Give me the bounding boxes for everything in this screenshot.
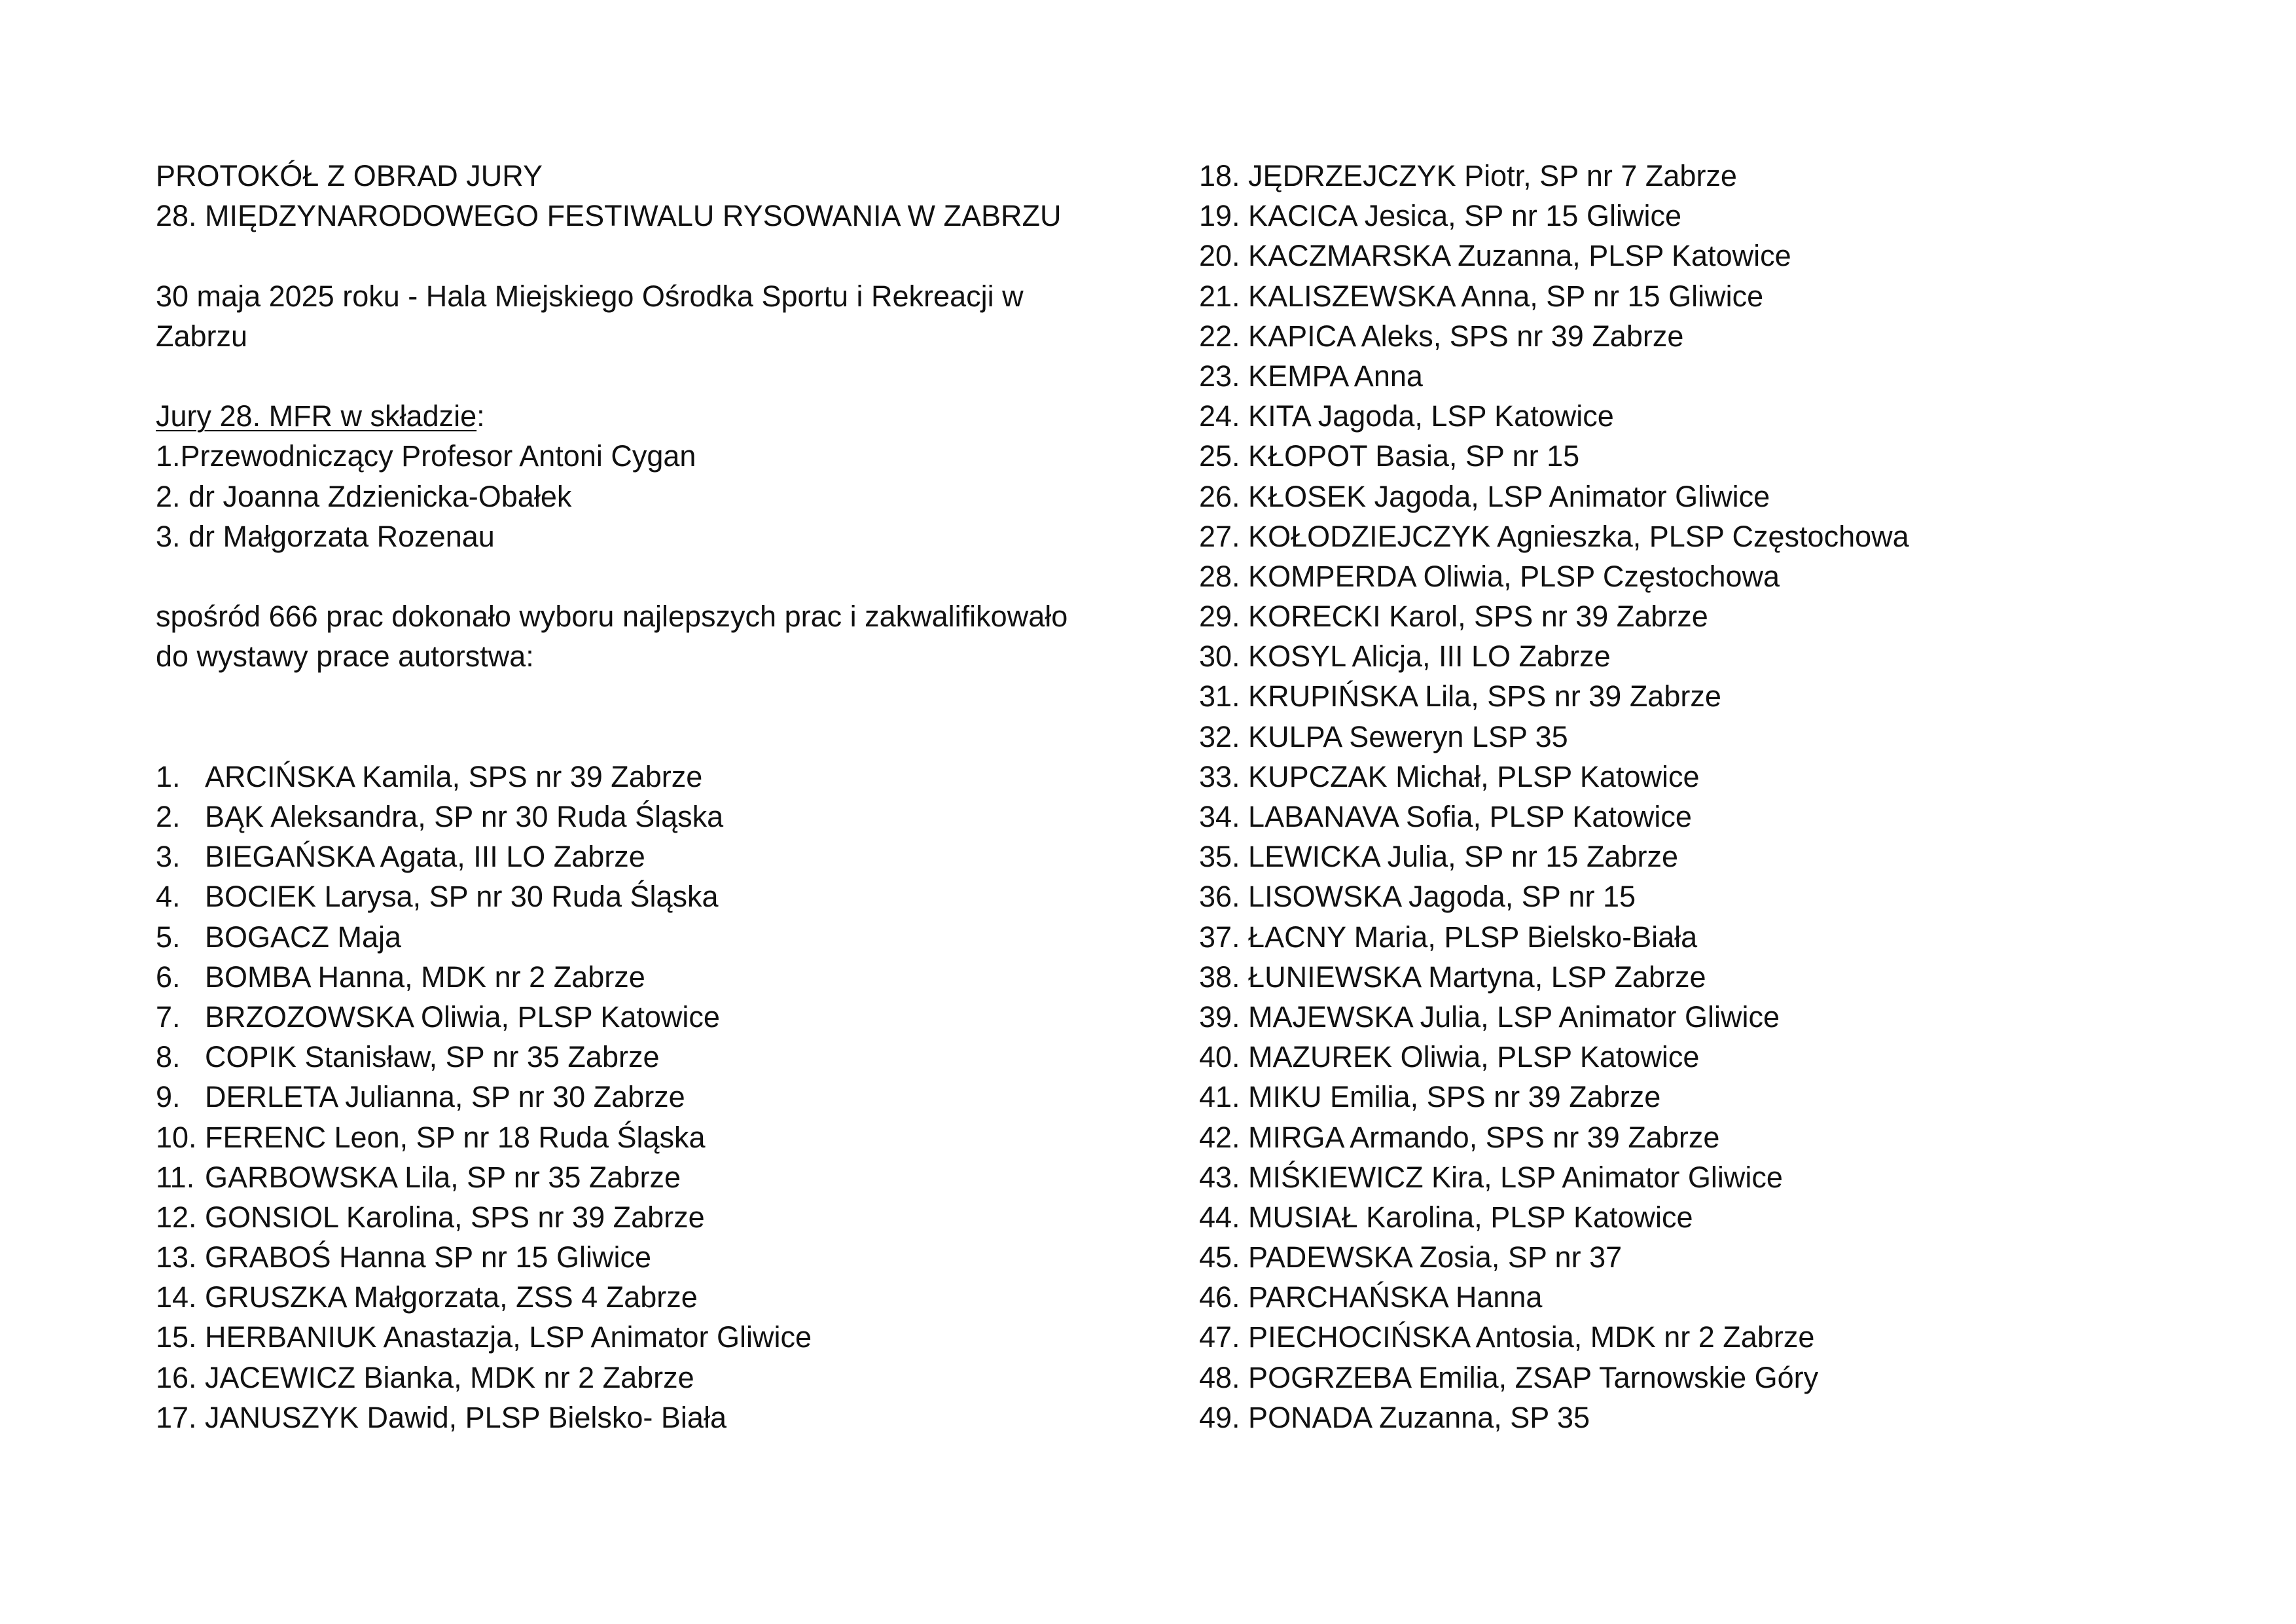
list-item-number: 2. bbox=[156, 800, 181, 834]
list-item-text: BĄK Aleksandra, SP nr 30 Ruda Śląska bbox=[205, 800, 724, 834]
list-item-text: HERBANIUK Anastazja, LSP Animator Gliwice bbox=[205, 1320, 812, 1354]
list-item: 19. KACICA Jesica, SP nr 15 Gliwice bbox=[1199, 199, 1681, 233]
list-item-text: ARCIŃSKA Kamila, SPS nr 39 Zabrze bbox=[205, 759, 703, 793]
list-item bbox=[156, 1037, 1098, 1077]
jury-heading-colon: : bbox=[476, 399, 485, 433]
list-item: 49. PONADA Zuzanna, SP 35 bbox=[1199, 1400, 1590, 1434]
list-item: 24. KITA Jagoda, LSP Katowice bbox=[1199, 399, 1614, 433]
list-item: 34. LABANAVA Sofia, PLSP Katowice bbox=[1199, 800, 1692, 833]
list-item bbox=[156, 1277, 1098, 1317]
spacer bbox=[156, 556, 1098, 596]
title-line-1: PROTOKÓŁ Z OBRAD JURY bbox=[156, 159, 543, 192]
list-item: 26. KŁOSEK Jagoda, LSP Animator Gliwice bbox=[1199, 479, 1770, 513]
list-item bbox=[156, 1317, 1098, 1357]
date-place-line-2: Zabrzu bbox=[156, 319, 248, 353]
list-item-text: BRZOZOWSKA Oliwia, PLSP Katowice bbox=[205, 1000, 720, 1034]
list-item-text: BIEGAŃSKA Agata, III LO Zabrze bbox=[205, 840, 645, 874]
list-item bbox=[156, 757, 1098, 797]
spacer bbox=[156, 676, 1098, 756]
list-item: 21. KALISZEWSKA Anna, SP nr 15 Gliwice bbox=[1199, 279, 1764, 313]
list-item-text: GRUSZKA Małgorzata, ZSS 4 Zabrze bbox=[205, 1280, 698, 1314]
list-item bbox=[156, 876, 1098, 916]
list-item-number: 7. bbox=[156, 1000, 181, 1034]
list-item-number: 3. bbox=[156, 840, 181, 874]
list-item: 38. ŁUNIEWSKA Martyna, LSP Zabrze bbox=[1199, 960, 1706, 994]
list-item: 41. MIKU Emilia, SPS nr 39 Zabrze bbox=[1199, 1080, 1661, 1114]
list-item-number: 16. bbox=[156, 1360, 197, 1394]
list-item bbox=[156, 1117, 1098, 1157]
list-item: 45. PADEWSKA Zosia, SP nr 37 bbox=[1199, 1240, 1623, 1274]
jury-heading bbox=[156, 396, 1098, 436]
date-place-line-1: 30 maja 2025 roku - Hala Miejskiego Ośrodka Sportu i Rekreacji w bbox=[156, 279, 1024, 313]
list-item-number: 12. bbox=[156, 1200, 197, 1234]
list-item-text: JACEWICZ Bianka, MDK nr 2 Zabrze bbox=[205, 1360, 694, 1394]
list-item-number: 1. bbox=[156, 759, 181, 793]
list-item: 28. KOMPERDA Oliwia, PLSP Częstochowa bbox=[1199, 559, 1780, 593]
list-item: 47. PIECHOCIŃSKA Antosia, MDK nr 2 Zabrze bbox=[1199, 1320, 1815, 1354]
list-item-number: 15. bbox=[156, 1320, 197, 1354]
list-item-number: 5. bbox=[156, 920, 181, 954]
list-item bbox=[156, 837, 1098, 876]
list-item-number: 13. bbox=[156, 1240, 197, 1274]
list-item: 23. KEMPA Anna bbox=[1199, 359, 1423, 393]
list-item-text: BOGACZ Maja bbox=[205, 920, 402, 954]
list-item-number: 4. bbox=[156, 880, 181, 914]
list-item: 25. KŁOPOT Basia, SP nr 15 bbox=[1199, 439, 1580, 473]
list-item bbox=[156, 1077, 1098, 1117]
list-item: 27. KOŁODZIEJCZYK Agnieszka, PLSP Częstochowa bbox=[1199, 519, 1909, 553]
list-item-text: BOCIEK Larysa, SP nr 30 Ruda Śląska bbox=[205, 880, 719, 914]
list-item: 46. PARCHAŃSKA Hanna bbox=[1199, 1280, 1543, 1314]
list-item bbox=[156, 1157, 1098, 1197]
list-item bbox=[156, 1358, 1098, 1398]
jury-member: 3. dr Małgorzata Rozenau bbox=[156, 519, 495, 553]
authors-list-right bbox=[1199, 156, 2181, 1437]
right-column bbox=[1199, 156, 2181, 1437]
list-item: 40. MAZUREK Oliwia, PLSP Katowice bbox=[1199, 1040, 1700, 1074]
list-item: 30. KOSYL Alicja, III LO Zabrze bbox=[1199, 640, 1611, 674]
list-item bbox=[156, 997, 1098, 1037]
list-item: 37. ŁACNY Maria, PLSP Bielsko-Biała bbox=[1199, 920, 1698, 954]
list-item: 32. KULPA Seweryn LSP 35 bbox=[1199, 719, 1568, 753]
list-item: 44. MUSIAŁ Karolina, PLSP Katowice bbox=[1199, 1200, 1693, 1234]
list-item-text: COPIK Stanisław, SP nr 35 Zabrze bbox=[205, 1040, 660, 1074]
spacer bbox=[156, 356, 1098, 396]
title-line-2: 28. MIĘDZYNARODOWEGO FESTIWALU RYSOWANIA W ZABRZU bbox=[156, 199, 1062, 233]
list-item-text: BOMBA Hanna, MDK nr 2 Zabrze bbox=[205, 960, 645, 994]
list-item-text: DERLETA Julianna, SP nr 30 Zabrze bbox=[205, 1080, 685, 1114]
jury-member: 2. dr Joanna Zdzienicka-Obałek bbox=[156, 479, 572, 513]
list-item: 20. KACZMARSKA Zuzanna, PLSP Katowice bbox=[1199, 239, 1791, 273]
list-item-text: FERENC Leon, SP nr 18 Ruda Śląska bbox=[205, 1120, 706, 1154]
intro-line-1: spośród 666 prac dokonało wyboru najlepszych prac i zakwalifikowało bbox=[156, 600, 1068, 634]
list-item-number: 9. bbox=[156, 1080, 181, 1114]
list-item bbox=[156, 917, 1098, 957]
list-item: 33. KUPCZAK Michał, PLSP Katowice bbox=[1199, 759, 1700, 793]
intro-line-2: do wystawy prace autorstwa: bbox=[156, 640, 534, 674]
list-item-text: JANUSZYK Dawid, PLSP Bielsko- Biała bbox=[205, 1400, 726, 1434]
list-item bbox=[156, 797, 1098, 837]
list-item: 31. KRUPIŃSKA Lila, SPS nr 39 Zabrze bbox=[1199, 679, 1721, 713]
list-item-number: 10. bbox=[156, 1120, 197, 1154]
list-item: 42. MIRGA Armando, SPS nr 39 Zabrze bbox=[1199, 1120, 1720, 1154]
list-item bbox=[156, 1197, 1098, 1237]
list-item: 36. LISOWSKA Jagoda, SP nr 15 bbox=[1199, 880, 1636, 914]
list-item-number: 14. bbox=[156, 1280, 197, 1314]
list-item: 43. MIŚKIEWICZ Kira, LSP Animator Gliwice bbox=[1199, 1160, 1783, 1194]
authors-list-left bbox=[156, 757, 1098, 1437]
jury-heading-text: Jury 28. MFR w składzie bbox=[156, 399, 477, 433]
jury-member: 1.Przewodniczący Profesor Antoni Cygan bbox=[156, 439, 696, 473]
list-item-number: 11. bbox=[156, 1160, 195, 1194]
list-item-text: GARBOWSKA Lila, SP nr 35 Zabrze bbox=[205, 1160, 681, 1194]
list-item: 39. MAJEWSKA Julia, LSP Animator Gliwice bbox=[1199, 1000, 1780, 1034]
list-item bbox=[156, 957, 1098, 997]
list-item: 18. JĘDRZEJCZYK Piotr, SP nr 7 Zabrze bbox=[1199, 159, 1737, 192]
left-column bbox=[156, 156, 1098, 1437]
list-item bbox=[156, 1398, 1098, 1437]
list-item-text: GRABOŚ Hanna SP nr 15 Gliwice bbox=[205, 1240, 651, 1274]
spacer bbox=[156, 236, 1098, 276]
list-item: 22. KAPICA Aleks, SPS nr 39 Zabrze bbox=[1199, 319, 1684, 353]
list-item-number: 17. bbox=[156, 1400, 197, 1434]
list-item: 48. POGRZEBA Emilia, ZSAP Tarnowskie Góry bbox=[1199, 1360, 1819, 1394]
list-item bbox=[156, 1237, 1098, 1277]
list-item: 29. KORECKI Karol, SPS nr 39 Zabrze bbox=[1199, 600, 1708, 634]
list-item-number: 8. bbox=[156, 1040, 181, 1074]
list-item-number: 6. bbox=[156, 960, 181, 994]
list-item-text: GONSIOL Karolina, SPS nr 39 Zabrze bbox=[205, 1200, 705, 1234]
list-item: 35. LEWICKA Julia, SP nr 15 Zabrze bbox=[1199, 840, 1679, 874]
